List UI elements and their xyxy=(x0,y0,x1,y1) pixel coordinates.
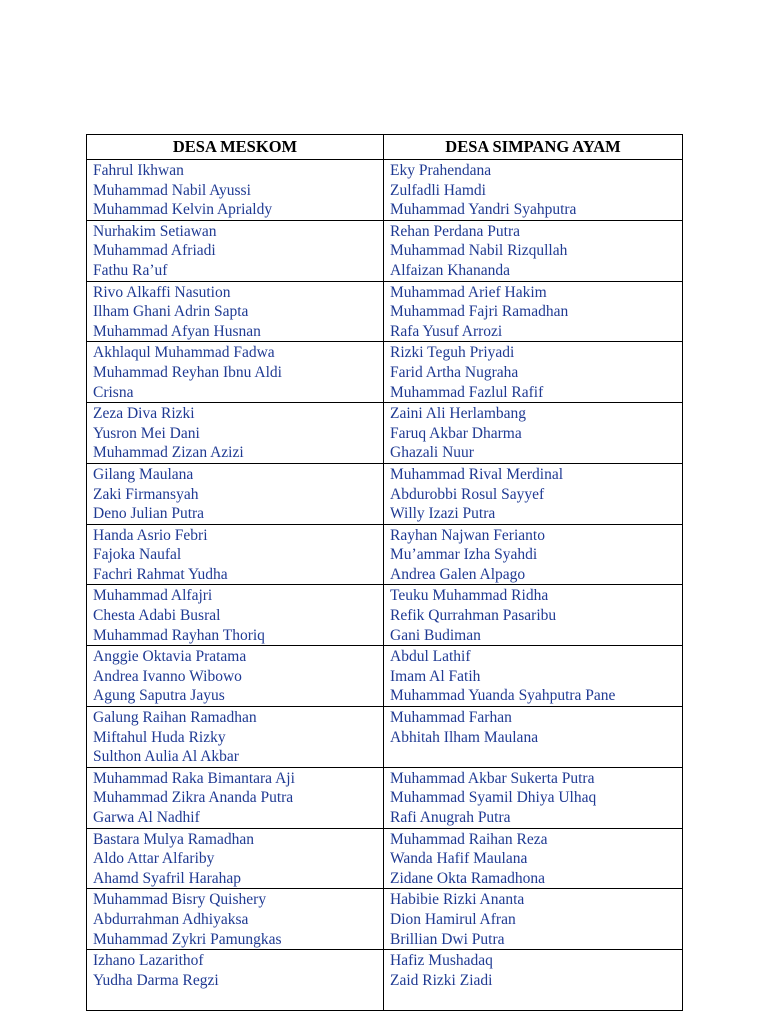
student-name: Willy Izazi Putra xyxy=(390,505,496,523)
student-name: Muhammad Syamil Dhiya Ulhaq xyxy=(390,789,597,807)
student-name: Handa Asrio Febri xyxy=(93,526,208,544)
student-name: Aldo Attar Alfariby xyxy=(93,850,215,868)
student-name: Fahrul Ikhwan xyxy=(93,162,184,179)
student-name: Eky Prahendana xyxy=(390,162,492,179)
student-name: Bastara Mulya Ramadhan xyxy=(93,830,254,848)
student-name: Farid Artha Nugraha xyxy=(390,363,519,381)
student-name: Muhammad Rival Merdinal xyxy=(390,465,564,483)
student-name: Muhammad Yandri Syahputra xyxy=(390,201,577,219)
student-name: Gani Budiman xyxy=(390,626,481,644)
column-header-desa-meskom: DESA MESKOM xyxy=(87,135,384,160)
simpang-ayam-cell xyxy=(384,342,683,403)
student-name: Ahamd Syafril Harahap xyxy=(93,869,242,887)
student-name: Yudha Darma Regzi xyxy=(93,971,219,989)
table-row xyxy=(87,524,683,585)
student-name: Chesta Adabi Busral xyxy=(93,607,221,625)
student-name: Akhlaqul Muhammad Fadwa xyxy=(93,344,275,362)
student-name: Muhammad Alfajri xyxy=(93,587,213,605)
student-name: Muhammad Raihan Reza xyxy=(390,830,548,848)
student-name: Rivo Alkaffi Nasution xyxy=(93,283,231,301)
student-name: Teuku Muhammad Ridha xyxy=(390,587,549,605)
student-name: Muhammad Bisry Quishery xyxy=(93,891,267,909)
table-row xyxy=(87,950,683,1011)
student-name: Refik Qurrahman Pasaribu xyxy=(390,607,557,625)
student-name: Zidane Okta Ramadhona xyxy=(390,869,545,887)
student-name: Fathu Ra’uf xyxy=(93,261,168,279)
student-name: Muhammad Raka Bimantara Aji xyxy=(93,769,295,787)
table-row xyxy=(87,403,683,464)
simpang-ayam-cell xyxy=(384,889,683,950)
meskom-cell xyxy=(87,281,384,342)
student-name: Muhammad Zizan Azizi xyxy=(93,444,244,462)
student-name: Muhammad Fajri Ramadhan xyxy=(390,303,569,321)
simpang-ayam-cell xyxy=(384,524,683,585)
student-name: Fachri Rahmat Yudha xyxy=(93,565,228,583)
meskom-cell xyxy=(87,646,384,707)
table-row xyxy=(87,585,683,646)
student-name: Habibie Rizki Ananta xyxy=(390,891,525,909)
student-name: Izhano Lazarithof xyxy=(93,952,204,970)
simpang-ayam-cell xyxy=(384,403,683,464)
student-name: Fajoka Naufal xyxy=(93,546,182,564)
student-name: Muhammad Zykri Pamungkas xyxy=(93,930,282,948)
table-row xyxy=(87,220,683,281)
simpang-ayam-cell xyxy=(384,281,683,342)
simpang-ayam-cell xyxy=(384,220,683,281)
student-name: Imam Al Fatih xyxy=(390,667,481,685)
student-name: Andrea Galen Alpago xyxy=(390,565,526,583)
student-name: Ilham Ghani Adrin Sapta xyxy=(93,303,249,321)
student-name: Rizki Teguh Priyadi xyxy=(390,344,515,362)
meskom-cell xyxy=(87,342,384,403)
student-name: Rafa Yusuf Arrozi xyxy=(390,322,503,340)
student-name: Muhammad Kelvin Aprialdy xyxy=(93,201,273,219)
student-name: Muhammad Yuanda Syahputra Pane xyxy=(390,687,616,705)
student-name: Yusron Mei Dani xyxy=(93,424,200,442)
student-name: Galung Raihan Ramadhan xyxy=(93,709,257,727)
meskom-cell xyxy=(87,828,384,889)
student-name: Andrea Ivanno Wibowo xyxy=(93,667,242,685)
student-name: Rehan Perdana Putra xyxy=(390,222,520,240)
student-name: Anggie Oktavia Pratama xyxy=(93,648,247,666)
student-name: Faruq Akbar Dharma xyxy=(390,424,522,442)
student-name: Zaid Rizki Ziadi xyxy=(390,971,493,989)
meskom-cell xyxy=(87,160,384,221)
student-name: Muhammad Akbar Sukerta Putra xyxy=(390,769,595,787)
simpang-ayam-cell xyxy=(384,585,683,646)
table-body xyxy=(87,160,683,1011)
meskom-cell xyxy=(87,220,384,281)
table-row xyxy=(87,342,683,403)
student-name: Muhammad Nabil Rizqullah xyxy=(390,242,568,260)
roster-table xyxy=(86,134,683,1011)
table-row xyxy=(87,767,683,828)
meskom-cell xyxy=(87,707,384,768)
student-name: Muhammad Fazlul Rafif xyxy=(390,383,544,401)
student-name: Brillian Dwi Putra xyxy=(390,930,505,948)
student-name: Miftahul Huda Rizky xyxy=(93,728,226,746)
meskom-cell xyxy=(87,767,384,828)
student-name: Muhammad Reyhan Ibnu Aldi xyxy=(93,363,282,381)
student-name: Muhammad Arief Hakim xyxy=(390,283,547,301)
student-name: Muhammad Afriadi xyxy=(93,242,216,260)
column-header-desa-simpang-ayam: DESA SIMPANG AYAM xyxy=(384,135,683,160)
student-name: Muhammad Zikra Ananda Putra xyxy=(93,789,294,807)
simpang-ayam-cell xyxy=(384,950,683,1011)
simpang-ayam-cell xyxy=(384,707,683,768)
table-row xyxy=(87,646,683,707)
student-name: Zaini Ali Herlambang xyxy=(390,405,527,423)
student-name: Ghazali Nuur xyxy=(390,444,474,462)
table-row xyxy=(87,463,683,524)
header-row xyxy=(87,135,683,160)
student-name: Garwa Al Nadhif xyxy=(93,809,200,826)
table-row xyxy=(87,160,683,221)
table-row xyxy=(87,707,683,768)
student-name: Muhammad Rayhan Thoriq xyxy=(93,626,265,644)
student-name: Dion Hamirul Afran xyxy=(390,910,516,928)
simpang-ayam-cell xyxy=(384,828,683,889)
student-name: Hafiz Mushadaq xyxy=(390,952,493,970)
student-name: Nurhakim Setiawan xyxy=(93,222,217,240)
meskom-cell xyxy=(87,950,384,1011)
student-name: Abdurobbi Rosul Sayyef xyxy=(390,485,545,503)
table-header xyxy=(87,135,683,160)
simpang-ayam-cell xyxy=(384,463,683,524)
student-name: Muhammad Farhan xyxy=(390,709,512,727)
meskom-cell xyxy=(87,524,384,585)
simpang-ayam-cell xyxy=(384,767,683,828)
table-row xyxy=(87,281,683,342)
meskom-cell xyxy=(87,889,384,950)
student-name: Crisna xyxy=(93,383,134,401)
student-name: Agung Saputra Jayus xyxy=(93,687,225,705)
student-name: Zeza Diva Rizki xyxy=(93,405,195,423)
meskom-cell xyxy=(87,403,384,464)
student-name: Wanda Hafif Maulana xyxy=(390,850,528,868)
student-name: Muhammad Nabil Ayussi xyxy=(93,181,251,199)
meskom-cell xyxy=(87,463,384,524)
simpang-ayam-cell xyxy=(384,160,683,221)
student-name: Gilang Maulana xyxy=(93,465,194,483)
meskom-cell xyxy=(87,585,384,646)
student-name: Alfaizan Khananda xyxy=(390,261,511,279)
student-name: Abdul Lathif xyxy=(390,648,471,666)
table-row xyxy=(87,889,683,950)
student-name: Deno Julian Putra xyxy=(93,505,205,523)
student-name: Rafi Anugrah Putra xyxy=(390,809,511,826)
student-name: Zaki Firmansyah xyxy=(93,485,199,503)
student-name: Zulfadli Hamdi xyxy=(390,181,486,199)
simpang-ayam-cell xyxy=(384,646,683,707)
student-name: Muhammad Afyan Husnan xyxy=(93,322,261,340)
student-name: Rayhan Najwan Ferianto xyxy=(390,526,545,544)
table-row xyxy=(87,828,683,889)
student-name: Sulthon Aulia Al Akbar xyxy=(93,748,239,766)
student-name: Abhitah Ilham Maulana xyxy=(390,728,539,746)
student-name: Abdurrahman Adhiyaksa xyxy=(93,910,249,928)
student-name: Mu’ammar Izha Syahdi xyxy=(390,546,538,564)
